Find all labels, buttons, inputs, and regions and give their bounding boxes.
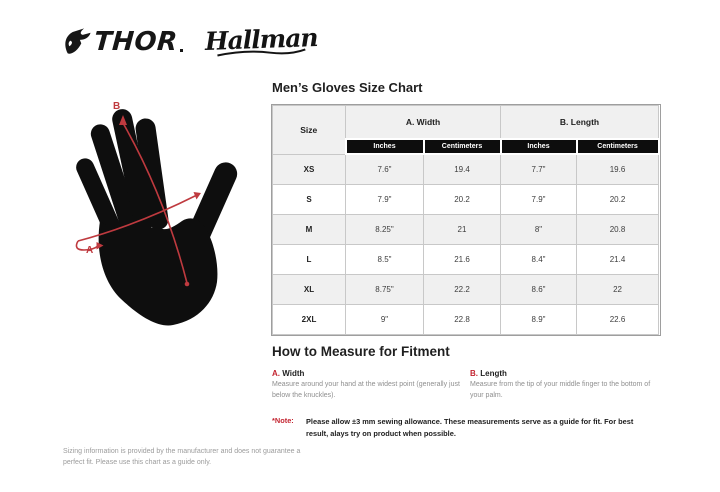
width-in-cell: 7.9" <box>346 185 424 215</box>
size-cell: XS <box>273 154 346 185</box>
table-row-xs <box>273 154 659 185</box>
brand-logos <box>62 23 318 58</box>
length-cm-cell: 20.8 <box>577 215 659 245</box>
length-instruction <box>470 369 662 402</box>
length-in-cell: 7.9" <box>501 185 577 215</box>
note-text: Please allow ±3 mm sewing allowance. These measurements serve as a guide for fit. For best result, alays try on product when possible. <box>306 416 634 438</box>
width-cm-cell: 21 <box>424 215 501 245</box>
glove-measurement-diagram <box>60 85 265 335</box>
thor-wordmark: THOR <box>92 27 179 57</box>
length-cm-cell: 20.2 <box>577 185 659 215</box>
length-cm-cell: 21.4 <box>577 245 659 275</box>
width-description: Measure around your hand at the widest point (generally just below the knuckles). <box>272 381 460 399</box>
length-in-cell: 8.6" <box>501 275 577 305</box>
thor-helmet-icon <box>62 26 92 58</box>
length-in-cell: 7.7" <box>501 154 577 185</box>
width-label <box>272 369 470 378</box>
measure-columns <box>272 369 662 402</box>
width-word: Width <box>282 369 305 378</box>
size-cell: S <box>273 185 346 215</box>
table-row-l <box>273 245 659 275</box>
length-letter: B. <box>470 369 478 378</box>
dot-b-end <box>185 282 190 287</box>
size-cell: M <box>273 215 346 245</box>
col-header-length-inches: Inches <box>501 139 577 154</box>
width-in-cell: 8.75" <box>346 275 424 305</box>
col-group-width: A. Width <box>346 106 501 140</box>
note-label: *Note: <box>272 415 294 425</box>
width-cm-cell: 20.2 <box>424 185 501 215</box>
col-group-length: B. Length <box>501 106 659 140</box>
table-row-m <box>273 215 659 245</box>
length-word: Length <box>480 369 507 378</box>
width-instruction <box>272 369 470 402</box>
size-chart-table <box>272 105 660 335</box>
length-cm-cell: 19.6 <box>577 154 659 185</box>
size-cell: L <box>273 245 346 275</box>
length-description: Measure from the tip of your middle finger to the bottom of your palm. <box>470 381 651 399</box>
width-cm-cell: 22.2 <box>424 275 501 305</box>
hallman-wordmark: Hallman <box>204 23 318 56</box>
length-label <box>470 369 662 378</box>
width-in-cell: 9" <box>346 305 424 335</box>
size-cell: 2XL <box>273 305 346 335</box>
glove-label-a: A <box>86 245 94 256</box>
manufacturer-disclaimer: Sizing information is provided by the manufacturer and does not guarantee a perfect fit. Please use this chart as a guide only. <box>63 448 301 467</box>
group-header-row <box>273 106 659 140</box>
width-in-cell: 7.6" <box>346 154 424 185</box>
fitment-title: How to Measure for Fitment <box>272 344 450 359</box>
table-row-xl <box>273 275 659 305</box>
table-row-2xl <box>273 305 659 335</box>
glove-silhouette <box>73 107 241 325</box>
col-header-size: Size <box>273 106 346 155</box>
width-letter: A. <box>272 369 280 378</box>
length-cm-cell: 22 <box>577 275 659 305</box>
size-chart-title: Men’s Gloves Size Chart <box>272 80 423 95</box>
col-header-width-inches: Inches <box>346 139 424 154</box>
width-cm-cell: 19.4 <box>424 154 501 185</box>
size-cell: XL <box>273 275 346 305</box>
thor-trademark-dot <box>180 49 183 52</box>
sewing-note <box>272 416 662 440</box>
width-cm-cell: 22.8 <box>424 305 501 335</box>
length-cm-cell: 22.6 <box>577 305 659 335</box>
col-header-length-centimeters: Centimeters <box>577 139 659 154</box>
table-row-s <box>273 185 659 215</box>
col-header-width-centimeters: Centimeters <box>424 139 501 154</box>
width-cm-cell: 21.6 <box>424 245 501 275</box>
thor-logo <box>62 26 183 58</box>
length-in-cell: 8.9" <box>501 305 577 335</box>
fitment-section <box>272 344 662 439</box>
length-in-cell: 8" <box>501 215 577 245</box>
glove-label-b: B <box>113 101 121 112</box>
width-in-cell: 8.25" <box>346 215 424 245</box>
hallman-logo <box>204 25 318 59</box>
length-in-cell: 8.4" <box>501 245 577 275</box>
width-in-cell: 8.5" <box>346 245 424 275</box>
